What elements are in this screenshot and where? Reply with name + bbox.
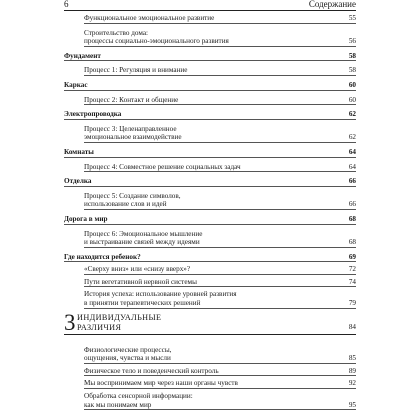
toc-entry-page: 62 [348, 133, 356, 142]
toc-entry-title: «Сверху вниз» или «снизу вверх»? [84, 265, 191, 274]
toc-section-entry [64, 215, 356, 224]
chapter-heading [64, 310, 356, 340]
toc-entry-rule [84, 308, 356, 309]
toc-section-entry [64, 177, 356, 186]
toc-entry-title: Обработка сенсорной информации: как мы понимаем мир [84, 392, 193, 409]
toc-entry-title: Процесс 5: Создание символов, использование слов и идей [84, 191, 181, 209]
toc-section-entry [64, 253, 356, 262]
toc-entry-title: Где находится ребенок? [64, 252, 141, 261]
toc-entry-page: 69 [348, 252, 356, 261]
toc-entry-title: Пути вегетативной нервной системы [84, 277, 197, 286]
toc-subsection-entry [64, 392, 356, 409]
toc-entry-title: Фундамент [64, 51, 101, 60]
toc-entry-page: 58 [348, 66, 356, 75]
toc-subsection-entry [64, 29, 356, 46]
toc-subsection-entry [64, 379, 356, 388]
toc-entry-page: 79 [348, 299, 356, 308]
toc-entry-page: 58 [348, 51, 356, 60]
toc-entry-page: 89 [348, 366, 356, 375]
toc-entry-rule [84, 75, 356, 76]
toc-entry-page: 66 [348, 177, 356, 186]
toc-subsection-entry [64, 14, 356, 23]
toc-subsection-entry [64, 96, 356, 105]
toc-entry-title: Процесс 3: Целенаправленное эмоциональное взаимодействие [84, 124, 182, 142]
toc-entry-title: Процесс 2: Контакт и общение [84, 95, 179, 104]
toc-entry-page: 60 [348, 80, 356, 89]
toc-subsection-entry [64, 367, 356, 376]
toc-entry-title: Электропроводка [64, 110, 122, 119]
toc-entry-title: История успеха: использование уровней развития в принятии терапевтических решений [84, 290, 237, 308]
toc-entry-rule [64, 261, 356, 262]
toc-entry-rule [84, 23, 356, 24]
toc-entry-rule [84, 286, 356, 287]
toc-section-entry [64, 81, 356, 90]
toc-subsection-entry [64, 163, 356, 172]
toc-subsection-entry [64, 290, 356, 307]
chapter-title-line1: ИНДИВИДУАЛЬНЫЕ [77, 312, 162, 322]
toc-entry-title: Функциональное эмоциональное развитие [84, 14, 215, 22]
toc-list-chapter-3 [64, 346, 356, 410]
toc-entry-rule [84, 104, 356, 105]
toc-section-entry [64, 52, 356, 61]
toc-entry-rule [84, 209, 356, 210]
toc-subsection-entry [64, 230, 356, 247]
toc-subsection-entry [64, 125, 356, 142]
toc-entry-rule [84, 363, 356, 364]
toc-entry-title: Мы воспринимаем мир через наши органы чувств [84, 379, 238, 388]
toc-entry-rule [64, 119, 356, 120]
toc-entry-rule [84, 274, 356, 275]
toc-subsection-entry [64, 346, 356, 363]
toc-entry-title: Физическое тело и поведенческий контроль [84, 366, 219, 375]
toc-entry-page: 95 [348, 400, 356, 409]
toc-entry-page: 60 [348, 95, 356, 104]
toc-entry-page: 66 [348, 200, 356, 209]
toc-entry-page: 85 [348, 354, 356, 363]
toc-entry-page: 55 [348, 14, 356, 22]
toc-entry-title: Процесс 6: Эмоциональное мышление и выстраивание связей между идеями [84, 229, 203, 247]
toc-section-entry [64, 148, 356, 157]
toc-section-entry [64, 110, 356, 119]
toc-list-chapter-2 [64, 14, 356, 308]
toc-subsection-entry [64, 66, 356, 75]
chapter-page: 84 [348, 322, 356, 331]
toc-entry-rule [84, 409, 356, 410]
toc-entry-rule [84, 247, 356, 248]
toc-entry-page: 74 [348, 277, 356, 286]
toc-entry-page: 64 [348, 147, 356, 156]
toc-entry-rule [84, 171, 356, 172]
toc-entry-page: 68 [348, 214, 356, 223]
toc-entry-title: Процесс 1: Регуляция и внимание [84, 66, 188, 75]
chapter-number: 3 [64, 309, 76, 335]
chapter-title-line2: РАЗЛИЧИЯ [77, 322, 122, 332]
toc-entry-title: Комнаты [64, 147, 94, 156]
toc-subsection-entry [64, 192, 356, 209]
header-rule [64, 10, 356, 11]
toc-entry-title: Каркас [64, 80, 88, 89]
page-number: 6 [64, 0, 69, 9]
toc-entry-page: 68 [348, 238, 356, 247]
toc-entry-rule [84, 46, 356, 47]
toc-entry-rule [64, 60, 356, 61]
toc-entry-title: Строительство дома: процессы социально-эмоционального развития [84, 28, 229, 46]
toc-entry-title: Дорога в мир [64, 214, 108, 223]
toc-entry-rule [64, 90, 356, 91]
chapter-rule [64, 334, 356, 335]
toc-entry-page: 72 [348, 265, 356, 274]
toc-entry-rule [84, 388, 356, 389]
toc-entry-title: Отделка [64, 177, 92, 186]
toc-entry-page: 64 [348, 162, 356, 171]
table-of-contents [64, 13, 356, 409]
toc-entry-rule [64, 157, 356, 158]
toc-subsection-entry [64, 278, 356, 287]
toc-entry-page: 56 [348, 37, 356, 46]
toc-entry-rule [84, 375, 356, 376]
running-title: Содержание [308, 0, 356, 9]
toc-subsection-entry [64, 265, 356, 274]
toc-entry-title: Физиологические процессы, ощущения, чувства и мысли [84, 345, 172, 363]
toc-entry-rule [64, 186, 356, 187]
toc-entry-title: Процесс 4: Совместное решение социальных задач [84, 162, 241, 171]
toc-entry-page: 62 [348, 110, 356, 119]
running-header [64, 0, 356, 10]
toc-entry-rule [84, 142, 356, 143]
toc-entry-page: 92 [348, 379, 356, 388]
toc-entry-rule [64, 224, 356, 225]
